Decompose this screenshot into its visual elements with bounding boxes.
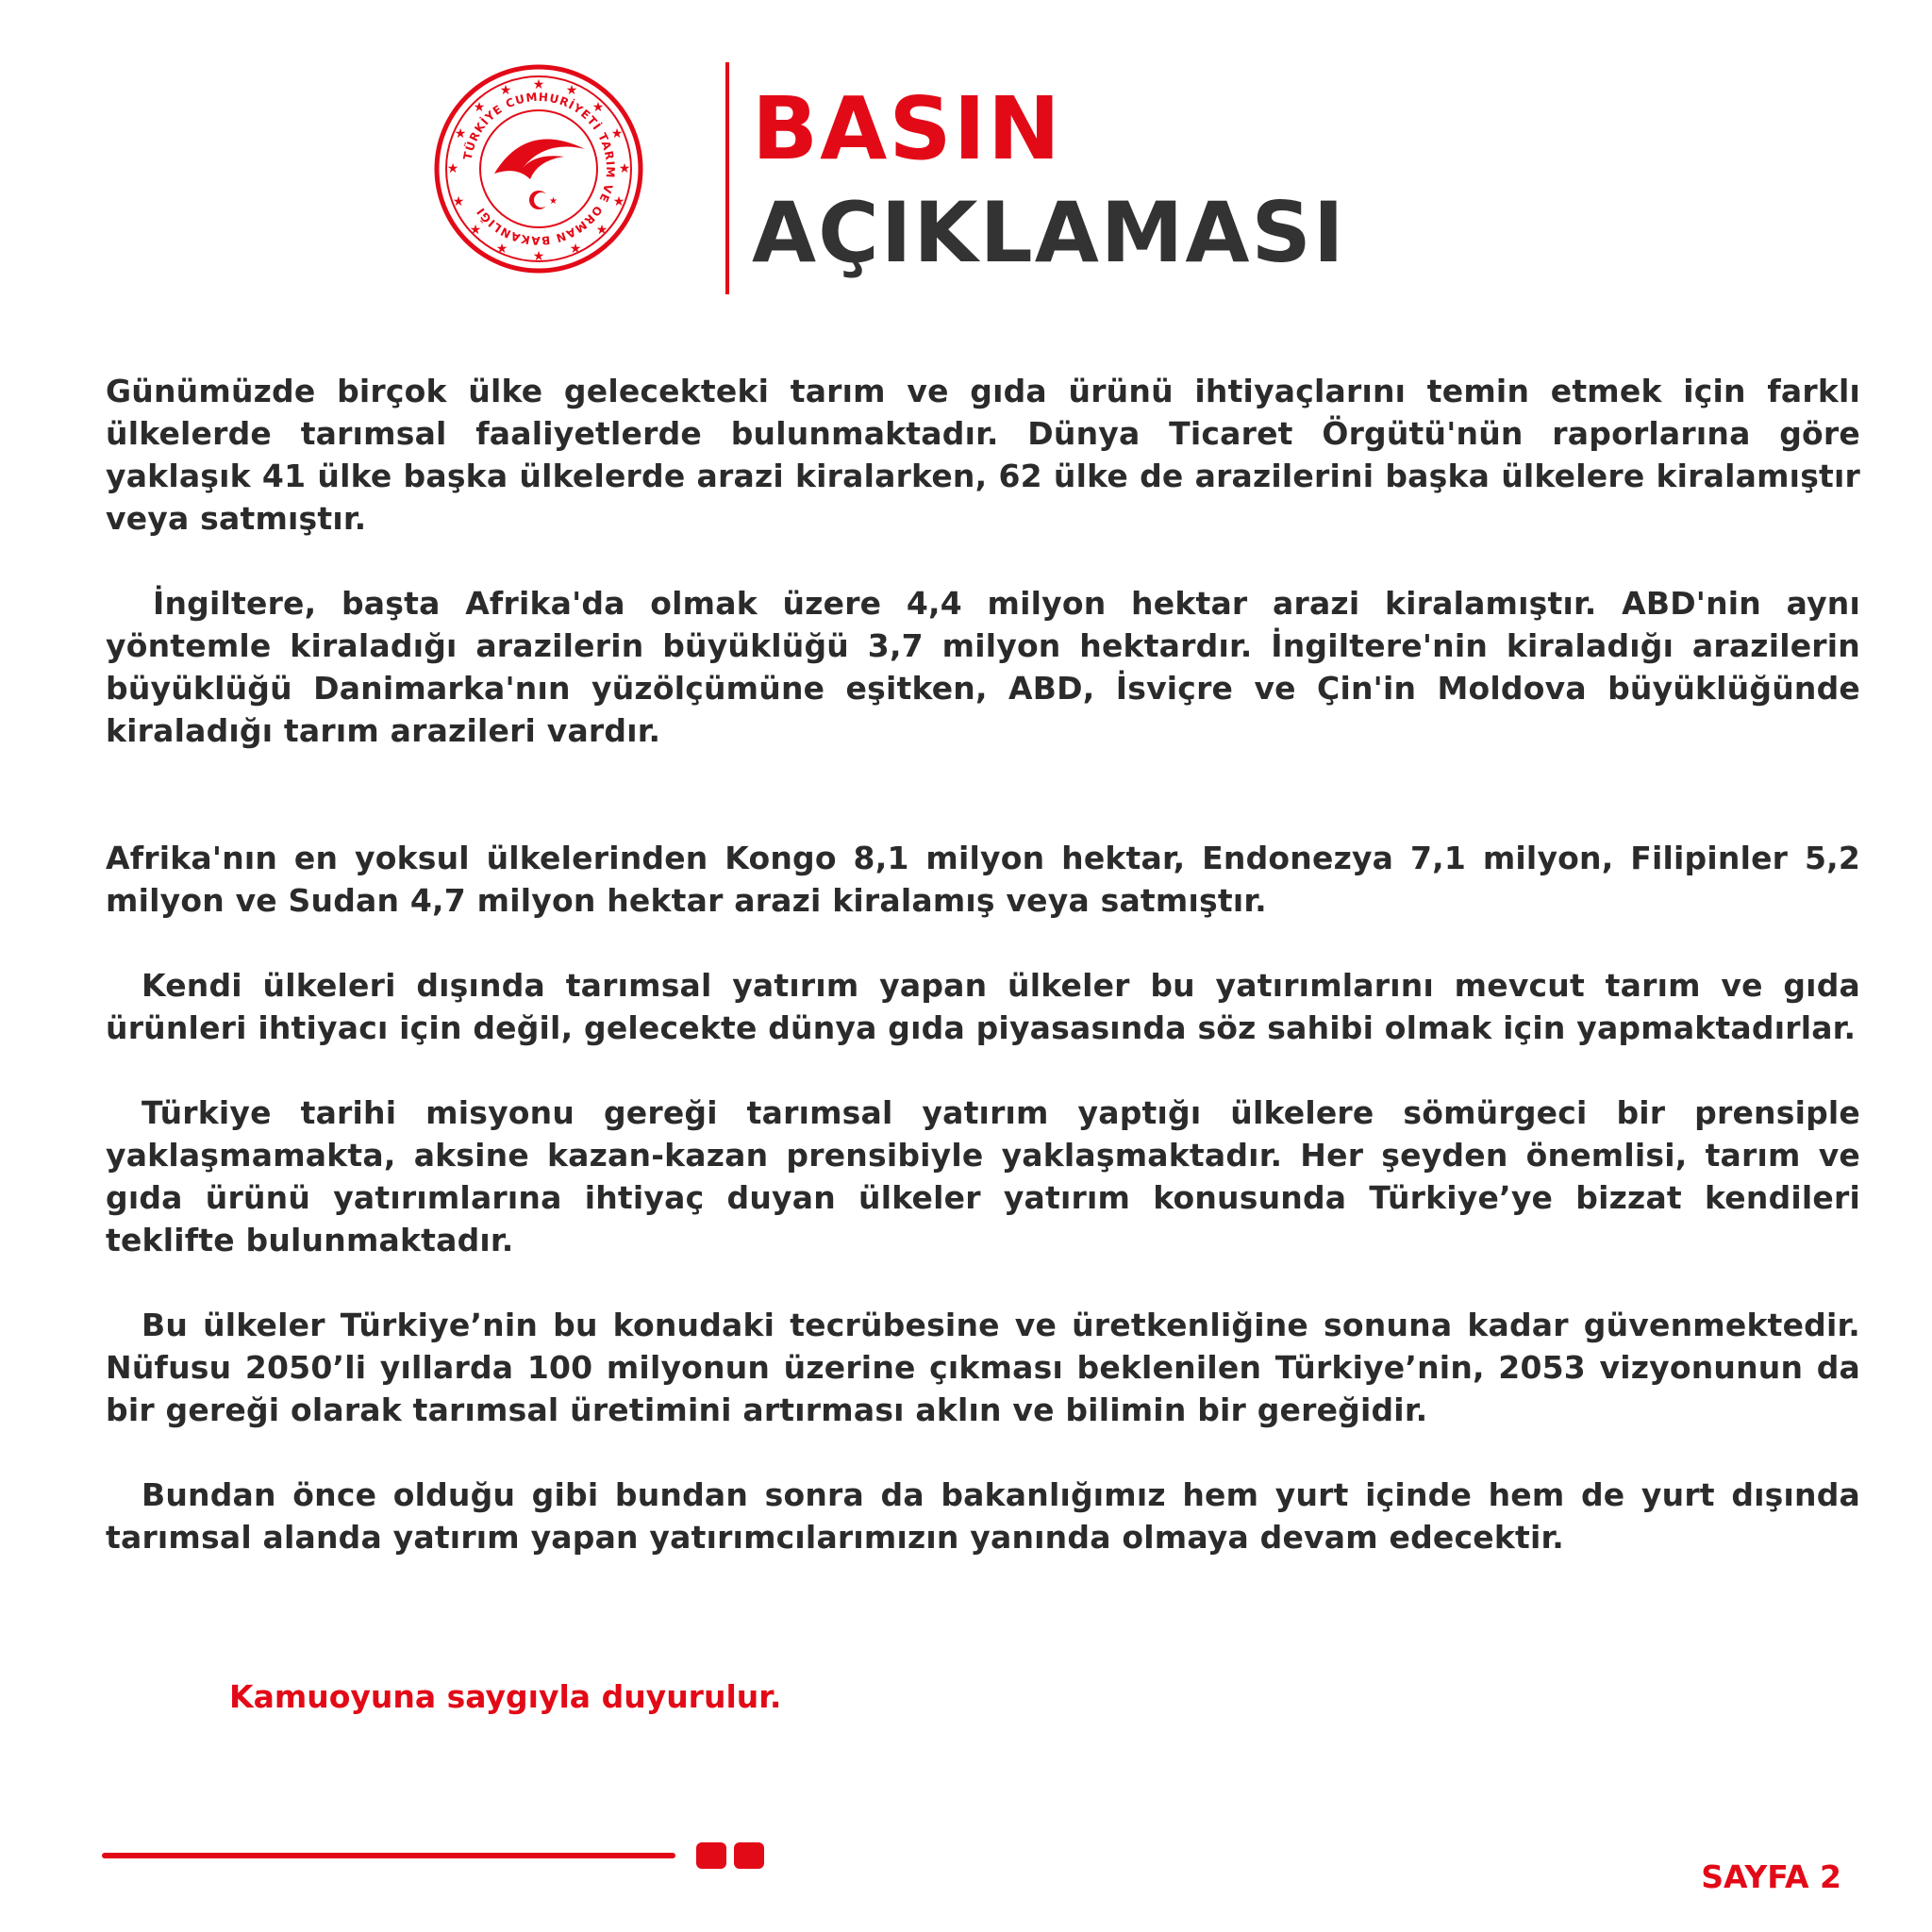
svg-text:★: ★ [532,249,545,264]
svg-text:★: ★ [469,223,482,238]
svg-text:TÜRKİYE CUMHURİYETİ TARIM VE O: TÜRKİYE CUMHURİYETİ TARIM VE ORMAN BAKANLIĞI [460,90,618,248]
svg-text:★: ★ [499,83,512,98]
svg-text:★: ★ [495,242,508,257]
paragraph: Afrika'nın en yoksul ülkelerinden Kongo 8,1 milyon hektar, Endonezya 7,1 milyon, Filipinler 5,2 milyon ve Sudan 4,7 milyon hektar arazi kiralamış veya satmıştır. [106,840,1860,919]
svg-text:★: ★ [618,161,631,176]
svg-text:★: ★ [569,242,582,257]
press-release-body [106,370,1860,1558]
footer-dot [696,1842,726,1869]
paragraph: Günümüzde birçok ülke gelecekteki tarım ve gıda ürünü ihtiyaçlarını temin etmek için farklı ülkelerde tarımsal faaliyetlerde bulunmaktadır. Dünya Ticaret Örgütü'nün raporlarına göre yaklaşık 41 ülke başka ülkelerde arazi kiralarken, 62 ülke de arazilerini başka ülkelere kiralamıştır veya satmıştır. [106,373,1860,537]
paragraph: Kendi ülkeleri dışında tarımsal yatırım yapan ülkeler bu yatırımlarını mevcut tarım ve gıda ürünleri ihtiyacı için değil, gelecekte dünya gıda piyasasında söz sahibi olmak için yapmaktadırlar. [106,967,1860,1046]
svg-text:★: ★ [610,126,624,142]
svg-text:★: ★ [452,194,465,209]
svg-text:★: ★ [446,161,459,176]
svg-text:★: ★ [473,100,486,115]
svg-text:★: ★ [612,194,625,209]
footer-rule [102,1853,675,1858]
header-divider [725,62,729,294]
svg-text:★: ★ [532,77,545,92]
svg-text:★: ★ [591,100,605,115]
press-release-header [0,0,1932,311]
svg-text:★: ★ [595,223,608,238]
ministry-seal-logo [432,62,645,275]
paragraph: Türkiye tarihi misyonu gereği tarımsal yatırım yaptığı ülkelere sömürgeci bir prensiple yaklaşmamakta, aksine kazan-kazan prensibiyle yaklaşmaktadır. Her şeyden önemlisi, tarım ve gıda ürünü yatırımlarına ihtiyaç duyan ülkeler yatırım konusunda Türkiye’ye bizzat kendileri teklifte bulunmaktadır. [106,1094,1860,1258]
title-aciklamasi: AÇIKLAMASI [752,184,1346,281]
svg-text:★: ★ [549,196,558,207]
page-number: SAYFA 2 [1701,1858,1841,1895]
paragraph: İngiltere, başta Afrika'da olmak üzere 4,4 milyon hektar arazi kiralamıştır. ABD'nin aynı yöntemle kiraladığı arazilerin büyüklüğü 3,7 milyon hektardır. İngiltere'nin kiraladığı arazilerin büyüklüğü Danimarka'nın yüzölçümüne eşitken, ABD, İsviçre ve Çin'in Moldova büyüklüğünde kiraladığı tarım arazileri vardır. [106,585,1860,749]
svg-text:★: ★ [565,83,578,98]
paragraph: Bundan önce olduğu gibi bundan sonra da bakanlığımız hem yurt içinde hem de yurt dışında tarımsal alanda yatırım yapan yatırımcılarımızın yanında olmaya devam edecektir. [106,1476,1860,1556]
paragraph: Bu ülkeler Türkiye’nin bu konudaki tecrübesine ve üretkenliğine sonuna kadar güvenmektedir. Nüfusu 2050’li yıllarda 100 milyonun üzerine çıkması beklenilen Türkiye’nin, 2053 vizyonunun da bir gereği olarak tarımsal üretimini artırması aklın ve bilimin bir gereğidir. [106,1307,1860,1428]
title-basin: BASIN [752,78,1062,179]
footer-dot [734,1842,764,1869]
svg-text:★: ★ [454,126,467,142]
closing-statement: Kamuoyuna saygıyla duyurulur. [229,1678,782,1715]
